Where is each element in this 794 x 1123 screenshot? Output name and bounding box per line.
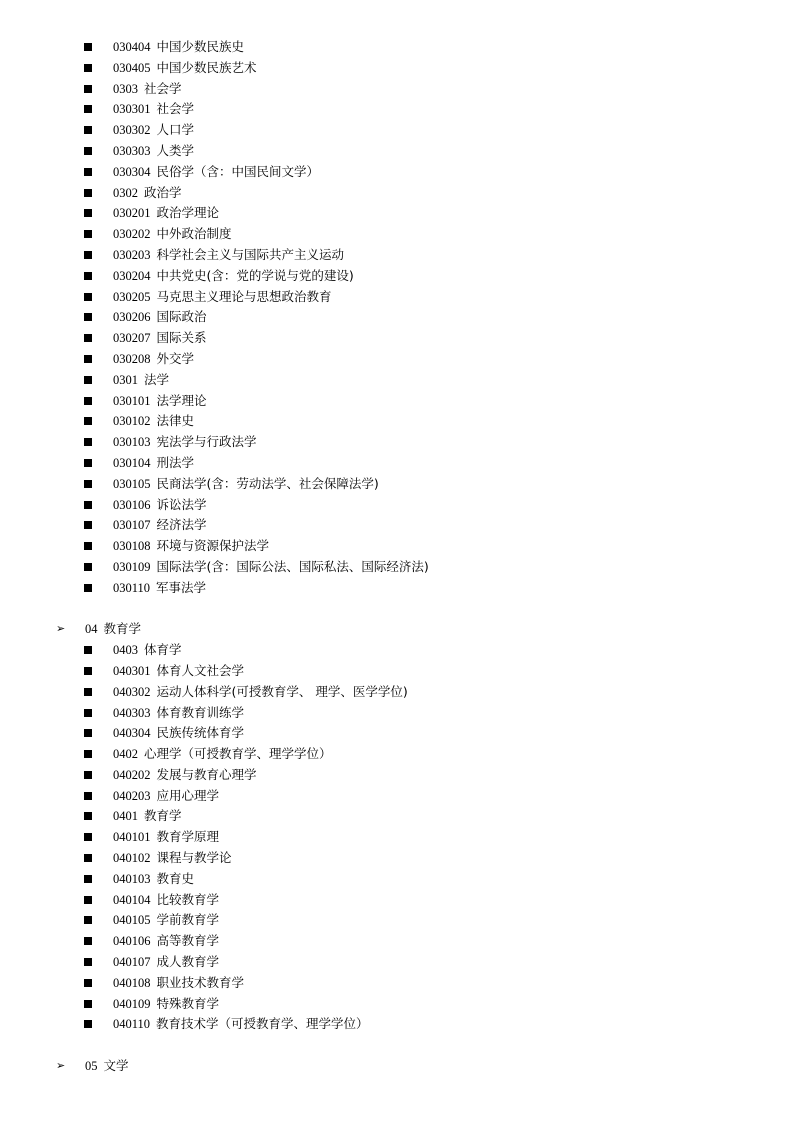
item-name: 课程与教学论: [156, 850, 232, 866]
item-code: 030106: [113, 497, 151, 512]
item-name: 比较教育学: [156, 891, 220, 907]
list-item: [0, 266, 794, 287]
list-item: [0, 287, 794, 308]
item-code: 0401: [113, 809, 138, 824]
item-code: 030105: [113, 476, 151, 491]
item-name: 教育史: [156, 870, 195, 886]
square-bullet-icon: [84, 105, 92, 113]
item-code: 030108: [113, 539, 151, 554]
item-code: 030109: [113, 559, 151, 574]
item-code: 0402: [113, 747, 138, 762]
item-code: 0303: [113, 81, 138, 96]
item-name: 民俗学（含：中国民间文学）: [156, 163, 320, 179]
item-name: 环境与资源保护法学: [156, 538, 270, 554]
item-code: 040105: [113, 913, 151, 928]
square-bullet-icon: [84, 272, 92, 280]
item-name: 体育人文社会学: [156, 662, 245, 678]
item-name: 军事法学: [156, 579, 207, 595]
item-code: 030205: [113, 289, 151, 304]
document-page: [0, 37, 794, 1077]
item-code: 040102: [113, 851, 151, 866]
item-code: 030201: [113, 206, 151, 221]
section-heading-05: [0, 1056, 794, 1077]
item-name: 政治学: [144, 184, 182, 200]
item-code: 030101: [113, 393, 151, 408]
list-item: [0, 411, 794, 432]
square-bullet-icon: [84, 771, 92, 779]
item-name: 宪法学与行政法学: [156, 434, 257, 450]
item-name: 国际关系: [156, 330, 207, 346]
square-bullet-icon: [84, 417, 92, 425]
square-bullet-icon: [84, 812, 92, 820]
item-name: 人类学: [156, 142, 195, 158]
square-bullet-icon: [84, 792, 92, 800]
square-bullet-icon: [84, 355, 92, 363]
list-item: [0, 307, 794, 328]
item-code: 030405: [113, 60, 151, 75]
item-code: 030208: [113, 351, 151, 366]
square-bullet-icon: [84, 1000, 92, 1008]
spacer: [0, 599, 794, 620]
item-name: 职业技术教育学: [156, 974, 245, 990]
square-bullet-icon: [84, 584, 92, 592]
list-item: [0, 328, 794, 349]
list-item: [0, 370, 794, 391]
item-name: 国际政治: [156, 309, 207, 325]
square-bullet-icon: [84, 833, 92, 841]
item-code: 0403: [113, 643, 138, 658]
list-item: [0, 1014, 794, 1035]
item-name: 成人教育学: [156, 954, 220, 970]
square-bullet-icon: [84, 542, 92, 550]
list-item: [0, 806, 794, 827]
item-code: 030203: [113, 247, 151, 262]
item-name: 特殊教育学: [156, 995, 220, 1011]
list-item: [0, 661, 794, 682]
item-name: 应用心理学: [156, 787, 220, 803]
item-code: 040301: [113, 663, 151, 678]
square-bullet-icon: [84, 64, 92, 72]
list-item: [0, 910, 794, 931]
item-name: 体育学: [144, 642, 182, 658]
item-code: 040104: [113, 892, 151, 907]
item-name: 中国少数民族艺术: [156, 59, 257, 75]
list-item: [0, 786, 794, 807]
item-code: 0302: [113, 185, 138, 200]
item-name: 高等教育学: [156, 933, 220, 949]
section-04-list: [0, 640, 794, 1035]
list-item: [0, 141, 794, 162]
list-item: [0, 120, 794, 141]
square-bullet-icon: [84, 854, 92, 862]
list-item: [0, 703, 794, 724]
square-bullet-icon: [84, 979, 92, 987]
list-item: [0, 58, 794, 79]
square-bullet-icon: [84, 209, 92, 217]
item-name: 社会学: [144, 80, 182, 96]
list-item: [0, 474, 794, 495]
square-bullet-icon: [84, 230, 92, 238]
item-code: 040109: [113, 996, 151, 1011]
list-item: [0, 391, 794, 412]
square-bullet-icon: [84, 459, 92, 467]
section-code: 05: [85, 1059, 98, 1074]
item-name: 教育学: [144, 808, 182, 824]
square-bullet-icon: [84, 563, 92, 571]
item-code: 040302: [113, 684, 151, 699]
item-name: 国际法学(含：国际公法、国际私法、国际经济法): [156, 558, 429, 574]
item-name: 发展与教育心理学: [156, 766, 257, 782]
list-item: [0, 224, 794, 245]
list-item: [0, 848, 794, 869]
item-code: 030107: [113, 518, 151, 533]
item-name: 经济法学: [156, 517, 207, 533]
list-item: [0, 973, 794, 994]
square-bullet-icon: [84, 147, 92, 155]
square-bullet-icon: [84, 916, 92, 924]
list-item: [0, 557, 794, 578]
list-item: [0, 890, 794, 911]
square-bullet-icon: [84, 1020, 92, 1028]
item-code: 040303: [113, 705, 151, 720]
item-code: 030202: [113, 227, 151, 242]
item-name: 中共党史(含：党的学说与党的建设): [156, 267, 354, 283]
item-name: 教育技术学（可授教育学、理学学位）: [156, 1016, 369, 1032]
square-bullet-icon: [84, 729, 92, 737]
item-code: 040304: [113, 726, 151, 741]
list-item: [0, 79, 794, 100]
item-name: 法学: [144, 371, 170, 387]
item-code: 030102: [113, 414, 151, 429]
list-item: [0, 952, 794, 973]
list-item: [0, 183, 794, 204]
item-code: 040107: [113, 955, 151, 970]
list-item: [0, 994, 794, 1015]
item-code: 030206: [113, 310, 151, 325]
square-bullet-icon: [84, 937, 92, 945]
list-item: [0, 162, 794, 183]
list-item: [0, 515, 794, 536]
list-item: [0, 536, 794, 557]
arrowhead-bullet-icon: ➢: [56, 622, 66, 636]
item-code: 040101: [113, 830, 151, 845]
item-name: 法学理论: [156, 392, 207, 408]
list-item: [0, 827, 794, 848]
item-name: 政治学理论: [156, 205, 220, 221]
square-bullet-icon: [84, 875, 92, 883]
item-name: 中国少数民族史: [156, 39, 245, 54]
item-name: 诉讼法学: [156, 496, 207, 512]
list-item: [0, 640, 794, 661]
list-item: [0, 723, 794, 744]
section-code: 04: [85, 622, 98, 637]
square-bullet-icon: [84, 709, 92, 717]
list-item: [0, 37, 794, 58]
square-bullet-icon: [84, 189, 92, 197]
list-item: [0, 203, 794, 224]
list-item: [0, 495, 794, 516]
item-code: 030301: [113, 102, 151, 117]
square-bullet-icon: [84, 750, 92, 758]
square-bullet-icon: [84, 293, 92, 301]
item-code: 030103: [113, 435, 151, 450]
square-bullet-icon: [84, 688, 92, 696]
section-name: 文学: [103, 1058, 129, 1074]
item-code: 030404: [113, 40, 151, 54]
list-item: [0, 245, 794, 266]
item-name: 法律史: [156, 413, 195, 429]
item-code: 030110: [113, 580, 151, 595]
square-bullet-icon: [84, 501, 92, 509]
item-code: 040110: [113, 1017, 151, 1032]
square-bullet-icon: [84, 397, 92, 405]
item-name: 马克思主义理论与思想政治教育: [156, 288, 332, 304]
item-name: 体育教育训练学: [156, 704, 245, 720]
square-bullet-icon: [84, 521, 92, 529]
item-name: 科学社会主义与国际共产主义运动: [156, 246, 345, 262]
item-name: 人口学: [156, 122, 195, 138]
item-code: 030104: [113, 455, 151, 470]
list-item: [0, 931, 794, 952]
item-code: 030302: [113, 123, 151, 138]
item-code: 030303: [113, 143, 151, 158]
item-name: 外交学: [156, 350, 195, 366]
list-item: [0, 432, 794, 453]
item-name: 中外政治制度: [156, 226, 232, 242]
square-bullet-icon: [84, 126, 92, 134]
list-item: [0, 349, 794, 370]
square-bullet-icon: [84, 334, 92, 342]
item-name: 运动人体科学(可授教育学、 理学、医学学位): [156, 683, 408, 699]
list-item: [0, 869, 794, 890]
item-name: 民族传统体育学: [156, 725, 245, 741]
item-code: 0301: [113, 372, 138, 387]
item-code: 040108: [113, 975, 151, 990]
item-code: 030204: [113, 268, 151, 283]
list-item: [0, 682, 794, 703]
square-bullet-icon: [84, 480, 92, 488]
square-bullet-icon: [84, 251, 92, 259]
item-name: 学前教育学: [156, 912, 220, 928]
square-bullet-icon: [84, 667, 92, 675]
arrowhead-bullet-icon: ➢: [56, 1059, 66, 1073]
section-030-list: [0, 37, 794, 599]
list-item: [0, 765, 794, 786]
square-bullet-icon: [84, 646, 92, 654]
list-item: [0, 578, 794, 599]
list-item: [0, 744, 794, 765]
square-bullet-icon: [84, 168, 92, 176]
square-bullet-icon: [84, 376, 92, 384]
item-name: 民商法学(含：劳动法学、社会保障法学): [156, 475, 379, 491]
section-heading-04: [0, 619, 794, 640]
item-code: 040103: [113, 871, 151, 886]
item-code: 040202: [113, 767, 151, 782]
item-name: 刑法学: [156, 454, 195, 470]
list-item: [0, 453, 794, 474]
square-bullet-icon: [84, 438, 92, 446]
item-code: 040203: [113, 788, 151, 803]
item-name: 社会学: [156, 101, 195, 117]
square-bullet-icon: [84, 85, 92, 93]
item-code: 030207: [113, 331, 151, 346]
item-name: 教育学原理: [156, 829, 220, 845]
spacer: [0, 1035, 794, 1056]
square-bullet-icon: [84, 43, 92, 51]
list-item: [0, 99, 794, 120]
item-name: 心理学（可授教育学、理学学位）: [144, 746, 332, 762]
square-bullet-icon: [84, 313, 92, 321]
square-bullet-icon: [84, 958, 92, 966]
square-bullet-icon: [84, 896, 92, 904]
item-code: 030304: [113, 164, 151, 179]
item-code: 040106: [113, 934, 151, 949]
section-name: 教育学: [103, 621, 142, 637]
